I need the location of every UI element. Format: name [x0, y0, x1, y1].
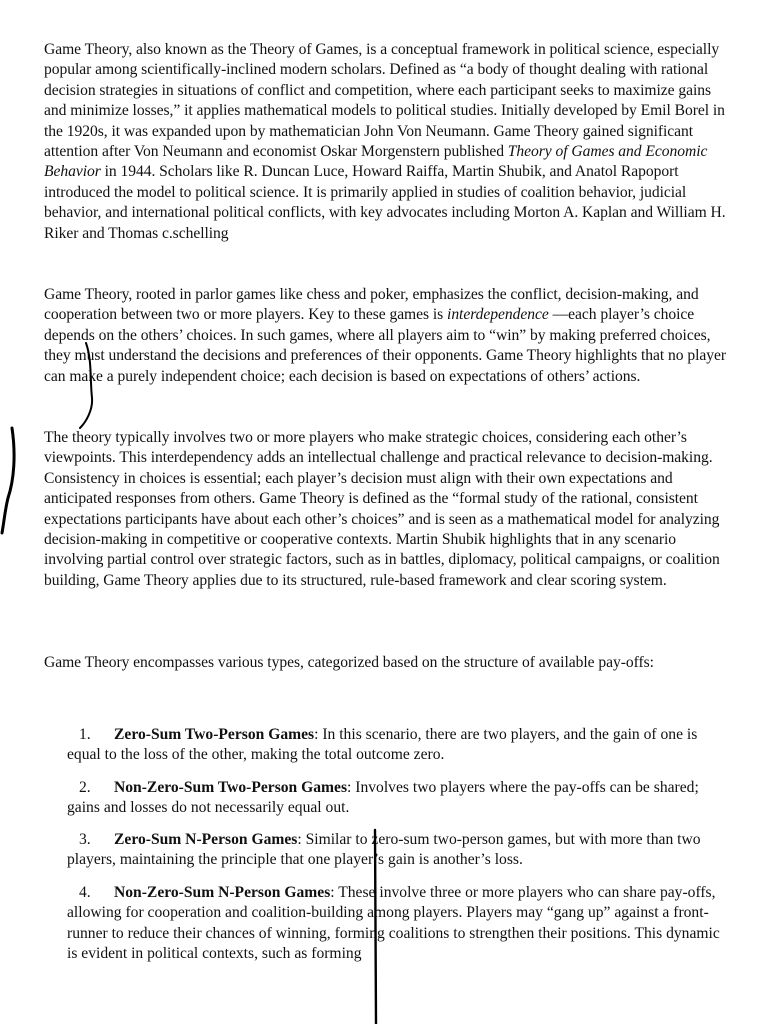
list-term: Non-Zero-Sum N-Person Games [114, 884, 331, 901]
list-term: Zero-Sum Two-Person Games [114, 726, 315, 743]
list-item [67, 778, 727, 819]
list-number: 4. [79, 884, 91, 901]
paragraph-game-theory-definition [44, 40, 728, 244]
list-number: 2. [79, 779, 91, 796]
paragraph-text: Game Theory, also known as the Theory of Games, is a conceptual framework in political science, especially popular among scientifically-inclined modern scholars. Defined as “a body of thought dealing with rational decision strategies in situations of conflict and competition, where each participant seeks to maximize gains and minimize losses,” it applies mathematical models to political studies. Initially developed by Emil Borel in the 1920s, it was expanded upon by mathematician John Von Neumann. Game Theory gained significant attention after Von Neumann and economist Oskar Morgenstern published [44, 41, 725, 161]
list-number: 1. [79, 726, 91, 743]
list-text: : These involve three or more players who can share pay-offs, allowing for cooperation and coalition-building among players. Players may “gang up” against a front-runner to reduce their chances of winning, forming coalitions to strengthen their positions. This dynamic is evident in political contexts, such as forming [67, 884, 720, 963]
pen-stroke-left-margin [2, 428, 14, 533]
paragraph-strategic-choices: The theory typically involves two or more players who make strategic choices, considering each other’s viewpoints. This interdependency adds an intellectual challenge and practical relevance to decision-making. Consistency in choices is essential; each player’s decision must align with their own expectations and anticipated responses from others. Game Theory is defined as the “formal study of the rational, consistent expectations participants have about each other’s choices” and is seen as a mathematical model for analyzing decision-making in competitive or cooperative contexts. Martin Shubik highlights that in any scenario involving partial control over strategic factors, such as in battles, diplomacy, political campaigns, or coalition building, Game Theory applies due to its structured, rule-based framework and clear scoring system. [44, 429, 720, 589]
list-text: : In this scenario, there are two players, and the gain of one is equal to the loss of the other, making the total outcome zero. [67, 726, 698, 764]
list-item [67, 830, 727, 871]
paragraph-interdependence [44, 285, 728, 387]
paragraph-text: in 1944. Scholars like R. Duncan Luce, Howard Raiffa, Martin Shubik, and Anatol Rapoport introduced the model to political science. It is primarily applied in studies of coalition behavior, judicial behavior, and international political conflicts, with key advocates including Morton A. Kaplan and William H. Riker and Thomas c.schelling [44, 163, 726, 242]
paragraph-text: Game Theory, rooted in parlor games like chess and poker, emphasizes the conflict, decision-making, and cooperation between two or more players. Key to these games is [44, 286, 699, 324]
paragraph-text: —each player’s choice depends on the others’ choices. In such games, where all players aim to “win” by making preferred choices, they must understand the decisions and preferences of their opponents. Game Theory highlights that no player can make a purely independent choice; each decision is based on expectations of others’ actions. [44, 306, 726, 385]
paragraph-types-intro: Game Theory encompasses various types, categorized based on the structure of available pay-offs: [44, 654, 654, 671]
list-number: 3. [79, 831, 91, 848]
list-text: : Similar to zero-sum two-person games, but with more than two players, maintaining the principle that one player’s gain is another’s loss. [67, 831, 701, 869]
list-term: Zero-Sum N-Person Games [114, 831, 298, 848]
list-item [67, 725, 727, 766]
book-title: Theory of Games and Economic Behavior [44, 143, 708, 181]
emphasis-term: interdependence [447, 306, 549, 324]
list-item [67, 883, 727, 965]
list-term: Non-Zero-Sum Two-Person Games [114, 779, 348, 796]
list-text: : Involves two players where the pay-offs can be shared; gains and losses do not necessarily equal out. [67, 779, 699, 817]
